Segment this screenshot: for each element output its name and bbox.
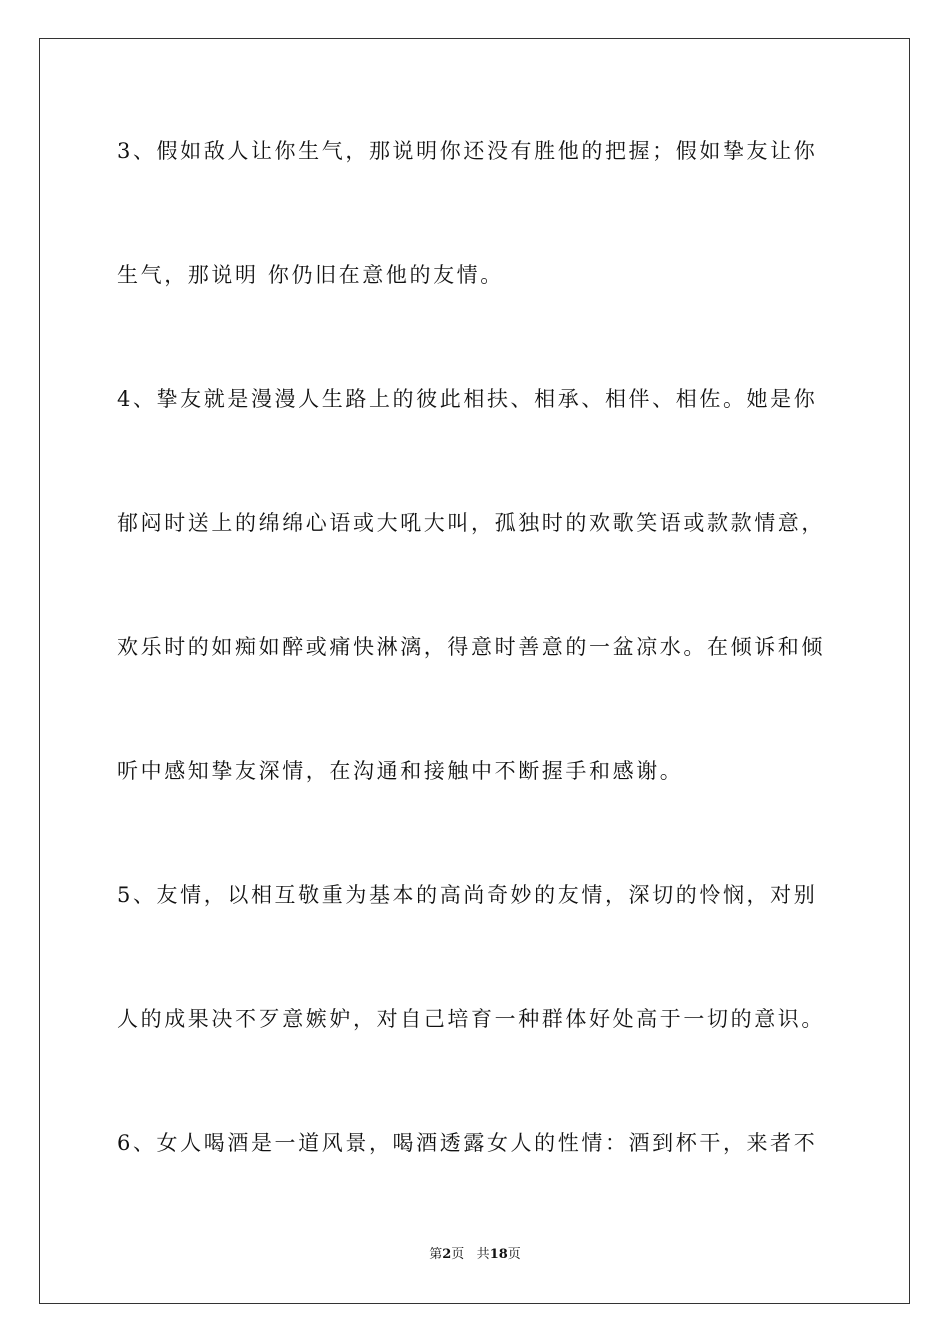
page-footer <box>0 1246 950 1264</box>
page-number: 2 <box>442 1247 452 1262</box>
text-line: 人的成果决不歹意嫉妒，对自己培育一种群体好处高于一切的意识。 <box>117 1007 825 1031</box>
text-line: 郁闷时送上的绵绵心语或大吼大叫，孤独时的欢歌笑语或款款情意， <box>117 511 825 535</box>
total-suffix: 页 <box>507 1247 521 1262</box>
text-line: 5、友情，以相互敬重为基本的高尚奇妙的友情，深切的怜悯，对别 <box>117 883 818 907</box>
page-suffix: 页 <box>451 1247 465 1262</box>
text-line: 生气，那说明 你仍旧在意他的友情。 <box>117 263 504 287</box>
text-line: 3、假如敌人让你生气，那说明你还没有胜他的把握；假如挚友让你 <box>117 139 818 163</box>
page-prefix: 第 <box>429 1247 443 1262</box>
total-pages: 18 <box>489 1247 508 1262</box>
page-border <box>39 38 910 1304</box>
text-line: 6、女人喝酒是一道风景，喝酒透露女人的性情：酒到杯干，来者不 <box>117 1131 818 1155</box>
text-line: 听中感知挚友深情，在沟通和接触中不断握手和感谢。 <box>117 759 684 783</box>
text-line: 欢乐时的如痴如醉或痛快淋漓，得意时善意的一盆凉水。在倾诉和倾 <box>117 635 825 659</box>
text-line: 4、挚友就是漫漫人生路上的彼此相扶、相承、相伴、相佐。她是你 <box>117 387 818 411</box>
total-prefix: 共 <box>476 1247 490 1262</box>
